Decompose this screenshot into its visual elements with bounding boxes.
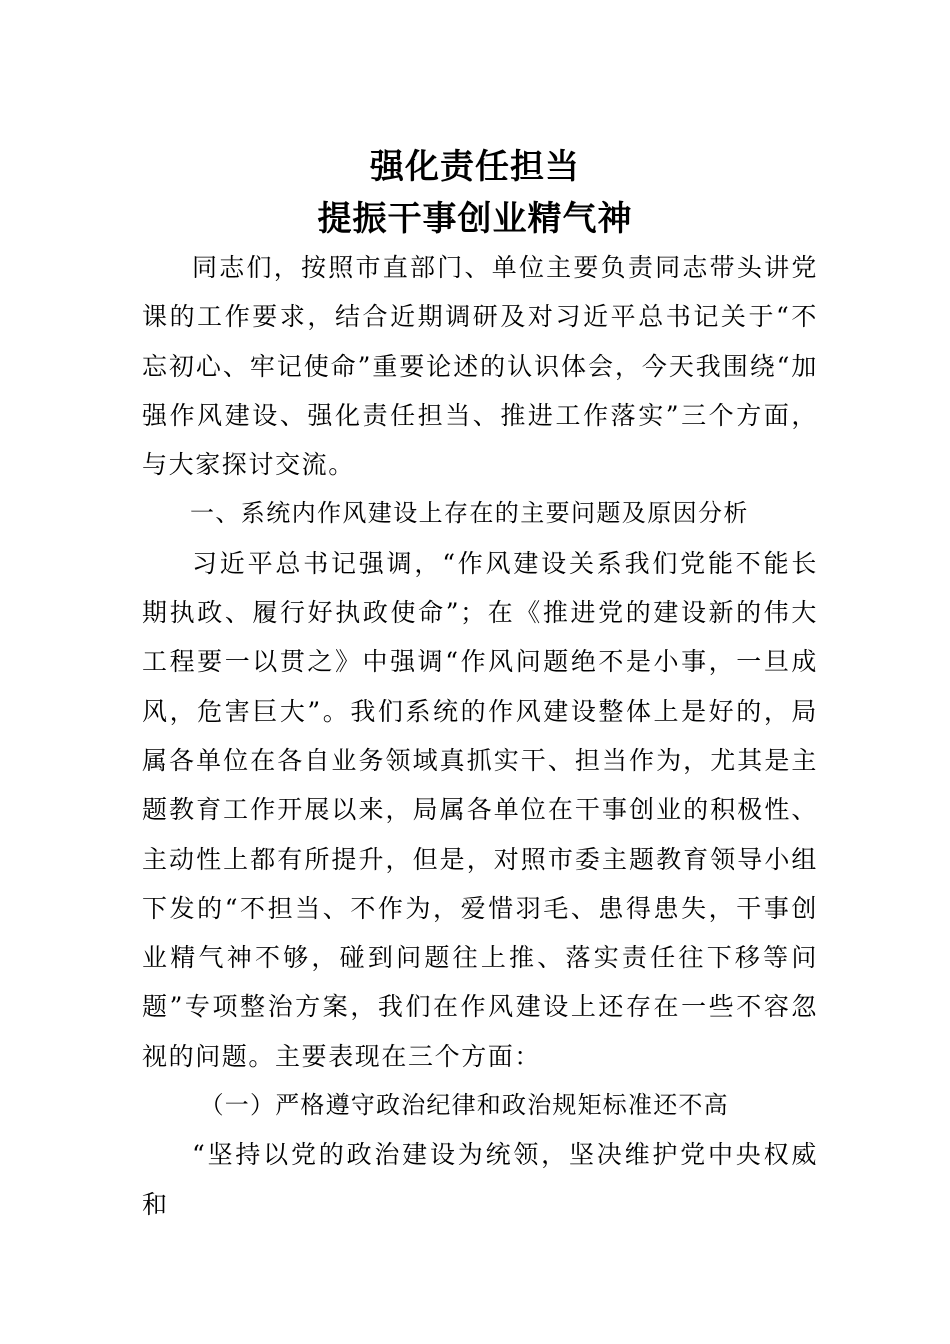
document-title-line-1: 强化责任担当 <box>370 147 580 187</box>
document-title-line-2: 提振干事创业精气神 <box>317 199 633 239</box>
subsection-1-paragraph: “坚持以党的政治建设为统领，坚决维护党中央权威和 <box>142 1140 818 1219</box>
intro-paragraph: 同志们，按照市直部门、单位主要负责同志带头讲党课的工作要求，结合近期调研及对习近平总书记关于“不忘初心、牢记使命”重要论述的认识体会，今天我围绕“加强作风建设、强化责任担当、推进工作落实”三个方面，与大家探讨交流。 <box>142 253 818 480</box>
document-body <box>142 243 818 1229</box>
section-1-heading: 一、系统内作风建设上存在的主要问题及原因分析 <box>190 499 749 528</box>
section-1-paragraph: 习近平总书记强调，“作风建设关系我们党能不能长期执政、履行好执政使命”；在《推进党的建设新的伟大工程要一以贯之》中强调“作风问题绝不是小事，一旦成风，危害巨大”。我们系统的作风建设整体上是好的，局属各单位在各自业务领域真抓实干、担当作为，尤其是主题教育工作开展以来，局属各单位在干事创业的积极性、主动性上都有所提升，但是，对照市委主题教育领导小组下发的“不担当、不作为，爱惜羽毛、患得患失，干事创业精气神不够，碰到问题往上推、落实责任往下移等问题”专项整治方案，我们在作风建设上还存在一些不容忽视的问题。主要表现在三个方面： <box>142 548 818 1071</box>
subsection-1-heading: （一）严格遵守政治纪律和政治规矩标准还不高 <box>199 1091 729 1120</box>
